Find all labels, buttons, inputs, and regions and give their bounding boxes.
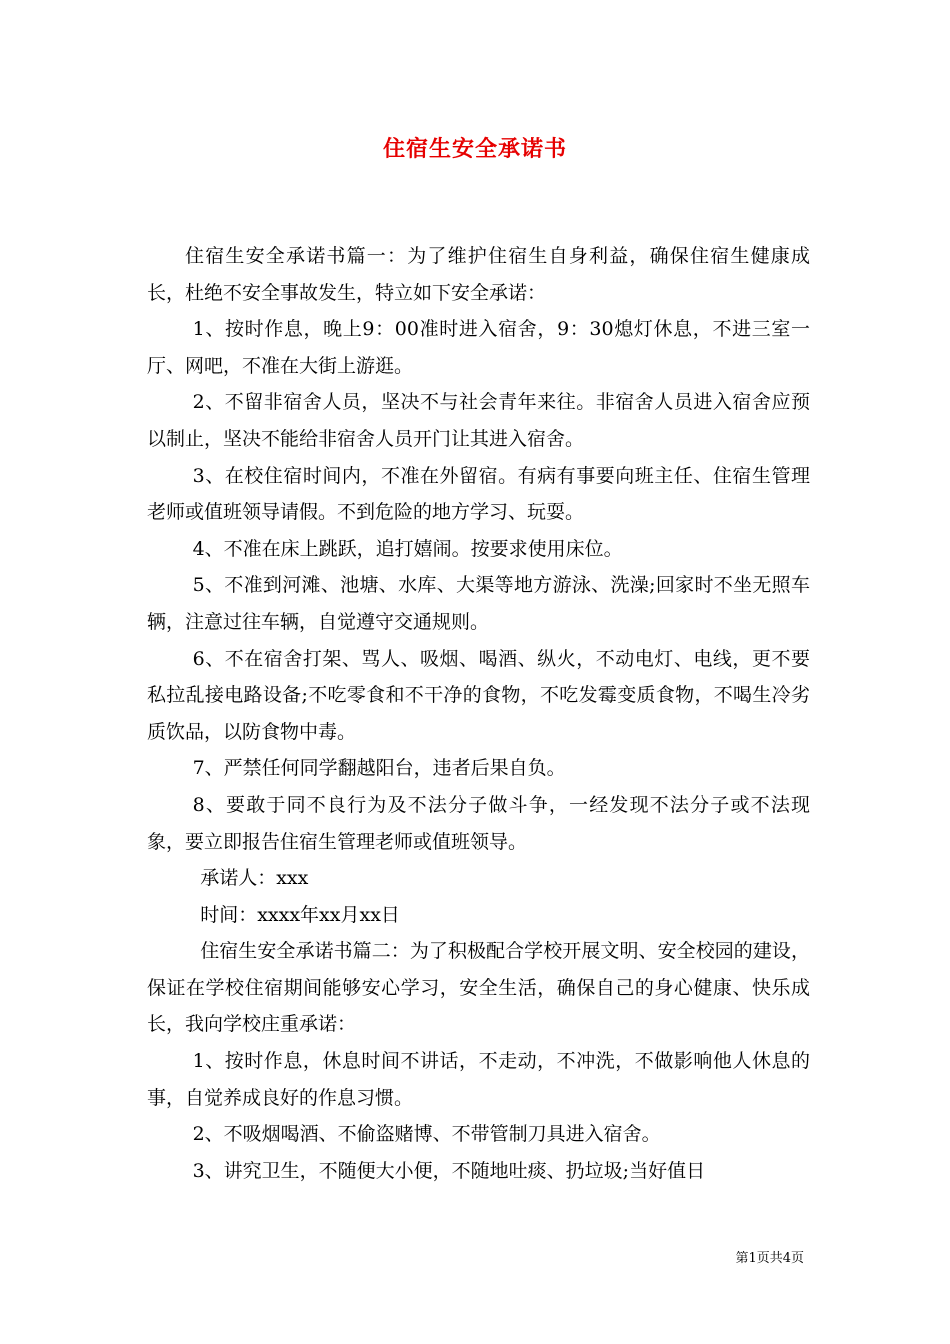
document-body <box>147 238 810 1189</box>
page-title: 住宿生安全承诺书 <box>382 136 567 162</box>
paragraph-rule-2-2: 2、不吸烟喝酒、不偷盗赌博、不带管制刀具进入宿舍。 <box>192 1123 661 1146</box>
paragraph-rule-7: 7、严禁任何同学翻越阳台，违者后果自负。 <box>192 757 566 780</box>
signature-line: 承诺人：xxx <box>200 867 309 890</box>
paragraph-rule-2: 2、不留非宿舍人员，坚决不与社会青年来往。非宿舍人员进入宿舍应预以制止，坚决不能给非宿舍人员开门让其进入宿舍。 <box>147 391 810 450</box>
paragraph-rule-5: 5、不准到河滩、池塘、水库、大渠等地方游泳、洗澡;回家时不坐无照车辆，注意过往车辆，自觉遵守交通规则。 <box>147 574 810 633</box>
paragraph-rule-2-3: 3、讲究卫生，不随便大小便，不随地吐痰、扔垃圾;当好值日 <box>192 1159 706 1182</box>
paragraph-rule-8: 8、要敢于同不良行为及不法分子做斗争，一经发现不法分子或不法现象，要立即报告住宿生管理老师或值班领导。 <box>147 793 810 853</box>
paragraph-rule-3: 3、在校住宿时间内，不准在外留宿。有病有事要向班主任、住宿生管理老师或值班领导请假。不到危险的地方学习、玩耍。 <box>147 464 810 524</box>
paragraph-rule-2-1: 1、按时作息，休息时间不讲话，不走动，不冲洗，不做影响他人休息的事，自觉养成良好的作息习惯。 <box>147 1050 810 1109</box>
date-line: 时间：xxxx年xx月xx日 <box>200 903 400 926</box>
paragraph-intro-2: 住宿生安全承诺书篇二：为了积极配合学校开展文明、安全校园的建设，保证在学校住宿期间能够安心学习，安全生活，确保自己的身心健康、快乐成长，我向学校庄重承诺： <box>147 940 810 1036</box>
paragraph-rule-6: 6、不在宿舍打架、骂人、吸烟、喝酒、纵火，不动电灯、电线，更不要私拉乱接电路设备;不吃零食和不干净的食物，不吃发霉变质食物，不喝生冷劣质饮品，以防食物中毒。 <box>147 647 810 743</box>
paragraph-rule-1: 1、按时作息，晚上9：00准时进入宿舍，9：30熄灯休息，不进三室一厅、网吧，不准在大街上游逛。 <box>147 318 810 377</box>
paragraph-intro-1: 住宿生安全承诺书篇一：为了维护住宿生自身利益，确保住宿生健康成长，杜绝不安全事故发生，特立如下安全承诺： <box>147 245 810 304</box>
page-number-footer: 第1页共4页 <box>735 1251 804 1266</box>
paragraph-rule-4: 4、不准在床上跳跃，追打嬉闹。按要求使用床位。 <box>192 537 623 560</box>
